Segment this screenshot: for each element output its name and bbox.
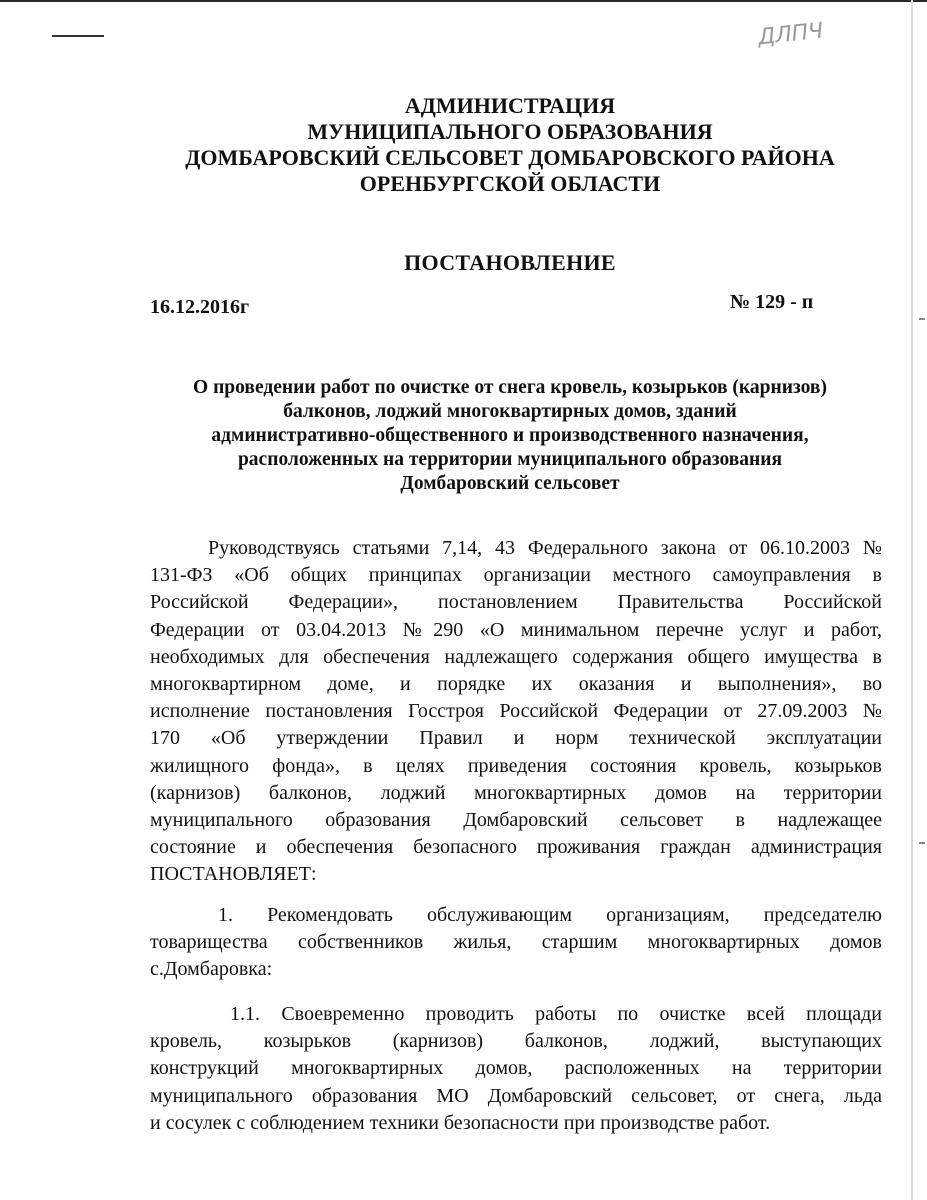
scan-edge-top bbox=[0, 0, 927, 2]
subject-line: административно-общественного и производственного назначения, bbox=[211, 425, 809, 446]
text-line: исполнение постановления Госстроя Российской Федерации от 27.09.2003 № bbox=[150, 700, 882, 723]
text-line: и сосулек с соблюдением техники безопасности при производстве работ. bbox=[150, 1111, 771, 1134]
text-line: необходимых для обеспечения надлежащего содержания общего имущества в bbox=[150, 645, 882, 668]
subject-line: балконов, лоджий многоквартирных домов, зданий bbox=[283, 401, 737, 422]
header-line: АДМИНИСТРАЦИЯ bbox=[404, 93, 616, 118]
text-line: Руководствуясь статьями 7,14, 43 Федерального закона от 06.10.2003 № bbox=[208, 537, 882, 559]
text-line: (карнизов) балконов, лоджий многоквартирных домов на территории bbox=[150, 781, 882, 804]
document-type-title: ПОСТАНОВЛЕНИЕ bbox=[404, 250, 616, 275]
text-line: конструкций многоквартирных домов, расположенных на территории bbox=[150, 1057, 882, 1080]
text-line: Федерации от 03.04.2013 №290 «О минимальном перечне услуг и работ, bbox=[150, 618, 882, 641]
edge-tick bbox=[919, 318, 925, 320]
corner-mark bbox=[52, 35, 104, 37]
document-subject bbox=[140, 376, 880, 496]
clause-1-paragraph bbox=[150, 902, 882, 984]
document-date: 16.12.2016г bbox=[150, 296, 250, 318]
text-line: жилищного фонда», в целях приведения состояния кровель, козырьков bbox=[150, 754, 882, 777]
preamble-paragraph bbox=[150, 535, 882, 889]
text-line: 170 «Об утверждении Правил и норм технической эксплуатации bbox=[150, 727, 882, 750]
header-line: ДОМБАРОВСКИЙ СЕЛЬСОВЕТ ДОМБАРОВСКОГО РАЙОНА bbox=[185, 145, 835, 170]
text-line: товарищества собственников жилья, старшим многоквартирных домов bbox=[150, 931, 882, 954]
organization-header bbox=[140, 93, 880, 197]
scan-edge-right bbox=[911, 0, 913, 1200]
header-line: МУНИЦИПАЛЬНОГО ОБРАЗОВАНИЯ bbox=[307, 119, 713, 144]
clause-1-1-paragraph bbox=[150, 1001, 882, 1137]
header-line: ОРЕНБУРГСКОЙ ОБЛАСТИ bbox=[359, 171, 661, 196]
text-line: 1. Рекомендовать обслуживающим организациям, председателю bbox=[218, 904, 882, 926]
text-line: муниципального образования Домбаровский сельсовет в надлежащее bbox=[150, 809, 882, 832]
text-line: ПОСТАНОВЛЯЕТ: bbox=[150, 863, 317, 886]
subject-line: Домбаровский сельсовет bbox=[400, 473, 620, 494]
subject-line: О проведении работ по очистке от снега кровель, козырьков (карнизов) bbox=[193, 377, 827, 398]
text-line: 131-ФЗ «Об общих принципах организации местного самоуправления в bbox=[150, 564, 882, 587]
document-number: № 129 - п bbox=[730, 291, 814, 313]
text-line: состояние и обеспечения безопасного проживания граждан администрация bbox=[150, 836, 882, 859]
text-line: многоквартирном доме, и порядке их оказания и выполнения», во bbox=[150, 673, 882, 696]
handwritten-mark: ДЛПЧ bbox=[756, 18, 825, 51]
subject-line: расположенных на территории муниципального образования bbox=[237, 449, 783, 470]
text-line: 1.1. Своевременно проводить работы по очистке всей площади bbox=[230, 1003, 882, 1025]
text-line: муниципального образования МО Домбаровский сельсовет, от снега, льда bbox=[150, 1084, 882, 1107]
edge-tick bbox=[919, 842, 925, 844]
text-line: кровель, козырьков (карнизов) балконов, лоджий, выступающих bbox=[150, 1030, 882, 1053]
text-line: с.Домбаровка: bbox=[150, 958, 273, 981]
text-line: Российской Федерации», постановлением Правительства Российской bbox=[150, 591, 882, 614]
